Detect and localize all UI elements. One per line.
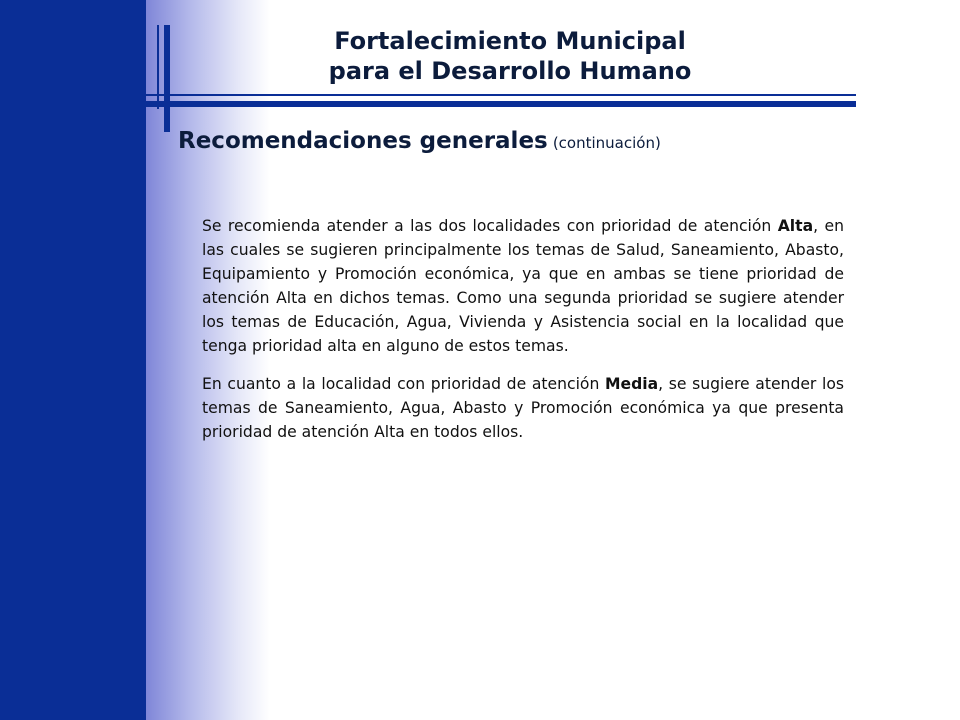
decor-horizontal-line-thin [146, 94, 856, 96]
decor-vertical-line-thick [164, 25, 170, 132]
paragraph-1-part2: , en las cuales se sugieren principalmente los temas de Salud, Saneamiento, Abasto, Equipamiento y Promoción económica, ya que en ambas se tiene prioridad de atención Alta en dichos temas. Como una segunda prioridad se sugiere atender los temas de Educación, Agua, Vivienda y Asistencia social en la localidad que tenga prioridad alta en alguno de estos temas. [202, 217, 844, 355]
page-title-line1: Fortalecimiento Municipal [334, 27, 686, 55]
decor-horizontal-line-thick [146, 101, 856, 107]
left-blue-bar [0, 0, 146, 720]
paragraph-2-part1: En cuanto a la localidad con prioridad de atención [202, 375, 605, 393]
paragraph-1 [202, 214, 844, 358]
paragraph-2-bold: Media [605, 375, 659, 393]
paragraph-2-part2: , se sugiere atender los temas de Saneamiento, Agua, Abasto y Promoción económica ya que presenta prioridad de atención Alta en todos ellos. [202, 375, 845, 441]
section-heading [178, 128, 661, 154]
section-heading-text: Recomendaciones generales [178, 128, 548, 154]
page-title-line2: para el Desarrollo Humano [328, 57, 692, 85]
decor-vertical-line-thin [157, 25, 159, 109]
paragraph-2 [202, 372, 844, 444]
page-title [230, 26, 790, 86]
body-text [202, 214, 844, 458]
section-heading-suffix: (continuación) [552, 134, 661, 152]
paragraph-1-part1: Se recomienda atender a las dos localidades con prioridad de atención [202, 217, 778, 235]
paragraph-1-bold: Alta [777, 217, 814, 235]
